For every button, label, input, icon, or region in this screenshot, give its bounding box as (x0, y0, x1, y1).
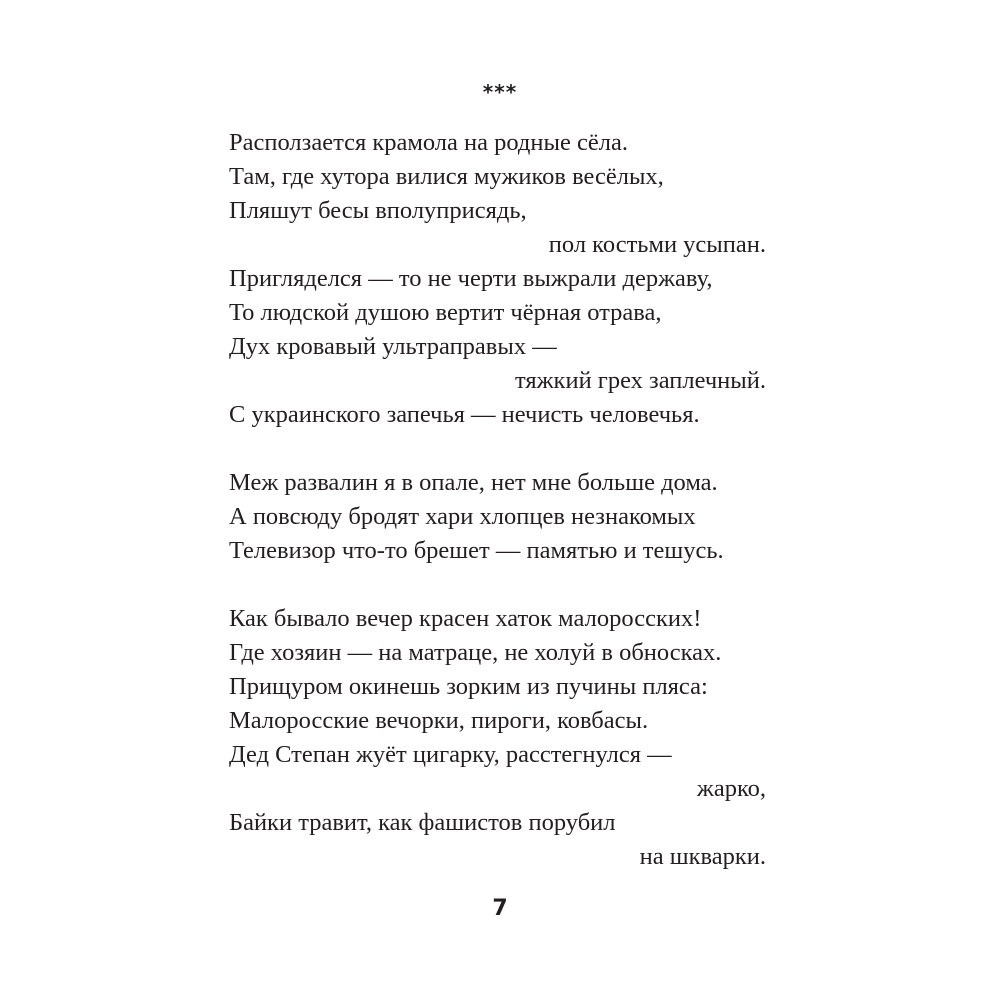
poem-line-continuation: на шкварки. (639, 843, 766, 870)
poem-line: Пригляделся — то не черти выжрали державу, (229, 265, 713, 292)
page-number: 7 (492, 896, 508, 921)
poem-line: Там, где хутора вилися мужиков весёлых, (229, 163, 664, 190)
poem-line: Дух кровавый ультраправых — (229, 333, 557, 360)
poem-line-continuation: жарко, (696, 775, 766, 802)
section-ornament: *** (482, 80, 518, 104)
poem-line: Прищуром окинешь зорким из пучины пляса: (229, 673, 708, 700)
poem-line: Телевизор что-то брешет — памятью и тешусь. (229, 537, 724, 564)
stanza-break (229, 432, 766, 466)
poem-line: Где хозяин — на матраце, не холуй в обносках. (229, 639, 722, 666)
poem-line-continuation: тяжкий грех заплечный. (514, 367, 766, 394)
poem-line: То людской душою вертит чёрная отрава, (229, 299, 662, 326)
poem-line: Байки травит, как фашистов порубил (229, 809, 616, 836)
poem (229, 126, 766, 874)
poem-line: Меж развалин я в опале, нет мне больше дома. (229, 469, 718, 496)
stanza (229, 466, 766, 568)
poem-line-continuation: пол костьми усыпан. (548, 231, 766, 258)
poem-line: С украинского запечья — нечисть человечья. (229, 401, 700, 428)
poem-line: Пляшут бесы вполуприсядь, (229, 197, 527, 224)
stanza (229, 602, 766, 874)
poem-line: А повсюду бродят хари хлопцев незнакомых (229, 503, 696, 530)
stanza-break (229, 568, 766, 602)
poem-line: Как бывало вечер красен хаток малоросских! (229, 605, 702, 632)
poem-line: Дед Степан жуёт цигарку, расстегнулся — (229, 741, 672, 768)
stanza (229, 126, 766, 432)
poem-line: Малоросские вечорки, пироги, ковбасы. (229, 707, 649, 734)
poem-line: Расползается крамола на родные сёла. (229, 129, 628, 156)
